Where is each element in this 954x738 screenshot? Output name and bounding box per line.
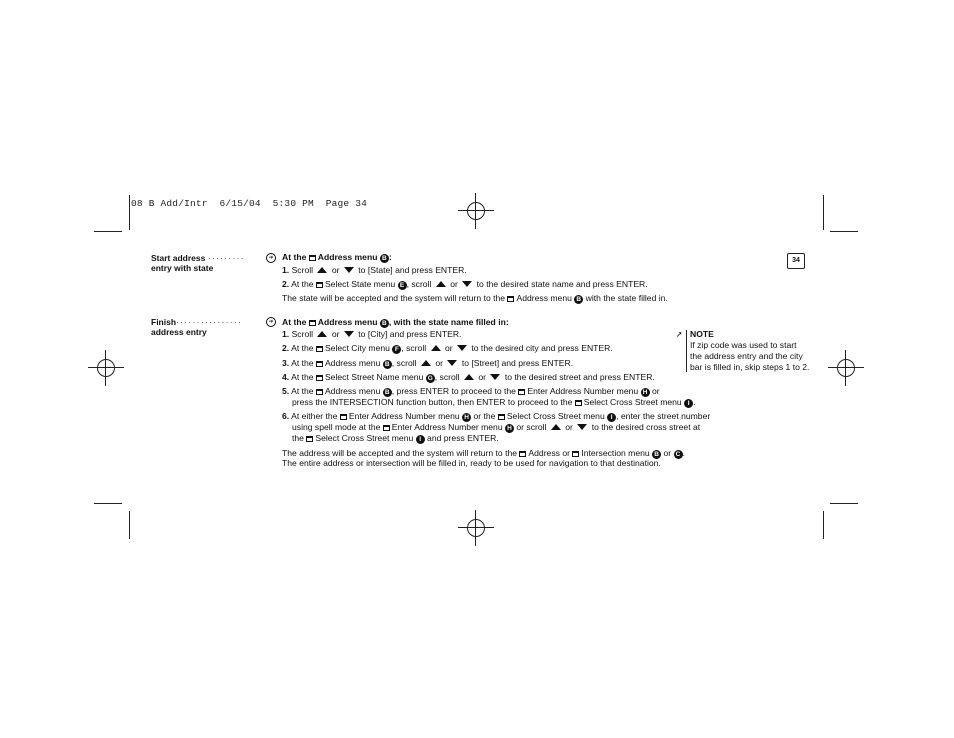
section-label-line1: Finish [151,317,177,327]
scroll-up-icon [551,424,561,430]
note-line: the address entry and the city [690,351,803,361]
step-continuation: the Select Cross Street menu I and press ENTER. [292,433,499,443]
crop-mark [823,511,824,539]
menu-icon [316,389,323,395]
scroll-up-icon [436,281,446,287]
page-number: 34 [787,253,805,269]
crop-mark [129,195,130,230]
menu-letter-badge: F [392,345,401,354]
registration-mark [458,193,494,229]
step: 2. At the Select State menu E , scroll or to the desired state name and press ENTER. [282,279,648,289]
note-arrow-icon: ➚ [676,329,683,339]
step: 5. At the Address menu B , press ENTER to proceed to the Enter Address Number menu H or [282,386,660,396]
menu-icon [572,451,579,457]
menu-letter-badge: I [684,399,693,408]
note-rule [686,330,687,372]
scroll-down-icon [457,345,467,351]
menu-letter-badge: B [383,388,392,397]
result-text: The address will be accepted and the system will return to the Address or Intersection menu B or C . [282,448,685,458]
menu-icon [498,414,505,420]
menu-letter-badge: B [380,254,389,263]
crop-mark [823,195,824,230]
section-label [151,253,245,263]
scroll-up-icon [421,360,431,366]
scroll-down-icon [577,424,587,430]
crop-mark [129,511,130,539]
note-line: If zip code was used to start [690,340,797,350]
registration-mark [88,350,124,386]
arrow-bullet-icon: ➔ [266,317,276,327]
menu-icon [316,282,323,288]
printer-slug: 08 B Add/Intr 6/15/04 5:30 PM Page 34 [131,198,368,209]
scroll-down-icon [462,281,472,287]
note-title: NOTE [690,329,714,339]
menu-icon [309,320,316,326]
section-heading: At the Address menu B , with the state name filled in: [282,317,509,327]
step: 1. Scroll or to [City] and press ENTER. [282,329,462,339]
crop-mark [94,231,122,232]
scroll-up-icon [464,374,474,380]
section-label [151,317,242,327]
note-line: bar is filled in, skip steps 1 to 2. [690,362,810,372]
menu-icon [340,414,347,420]
crop-mark [830,231,858,232]
menu-letter-badge: H [462,413,471,422]
menu-icon [309,255,316,261]
step: 4. At the Select Street Name menu G , scroll or to the desired street and press ENTER. [282,372,655,382]
step: 1. Scroll or to [State] and press ENTER. [282,265,467,275]
step: 6. At either the Enter Address Number menu H or the Select Cross Street menu I , enter the street number [282,411,711,421]
menu-letter-badge: B [380,319,389,328]
menu-icon [316,361,323,367]
step: 3. At the Address menu B , scroll or to [Street] and press ENTER. [282,358,574,368]
scroll-up-icon [317,267,327,273]
crop-mark [94,503,122,504]
menu-letter-badge: G [427,375,433,382]
menu-letter-badge: C [674,450,683,459]
menu-icon [383,425,390,431]
menu-icon [518,389,525,395]
menu-letter-badge: H [641,388,650,397]
menu-letter-badge: I [416,435,425,444]
menu-icon [306,436,313,442]
menu-icon [507,296,514,302]
menu-letter-badge: B [574,295,583,304]
section-heading: At the Address menu B : [282,252,392,262]
result-text: The state will be accepted and the system will return to the Address menu B with the state filled in. [282,293,668,303]
leader-dots: ········· [207,253,245,263]
menu-letter-badge: H [505,424,514,433]
scroll-down-icon [344,331,354,337]
result-text-line2: The entire address or intersection will be filled in, ready to be used for navigation to that destination. [282,458,661,468]
registration-mark [458,510,494,546]
menu-letter-badge: I [607,413,616,422]
crop-mark [830,503,858,504]
step: 2. At the Select City menu F , scroll or to the desired city and press ENTER. [282,343,613,353]
menu-icon [316,375,323,381]
scroll-up-icon [317,331,327,337]
menu-letter-badge: E [398,281,407,290]
scroll-down-icon [490,374,500,380]
scroll-down-icon [447,360,457,366]
step-continuation: using spell mode at the Enter Address Number menu H or scroll or to the desired cross street at [292,422,701,432]
menu-letter-badge: B [652,450,661,459]
menu-icon [575,400,582,406]
menu-letter-badge: B [383,360,392,369]
registration-mark [828,350,864,386]
scroll-down-icon [344,267,354,273]
arrow-bullet-icon: ➔ [266,253,276,263]
menu-icon [519,451,526,457]
section-label-line1: Start address [151,253,206,263]
leader-dots: ················ [176,317,243,327]
scroll-up-icon [431,345,441,351]
section-label-line2: address entry [151,327,207,337]
step-continuation: press the INTERSECTION function button, then ENTER to proceed to the Select Cross Street menu I . [292,397,696,407]
section-label-line2: entry with state [151,263,214,273]
menu-icon [316,346,323,352]
